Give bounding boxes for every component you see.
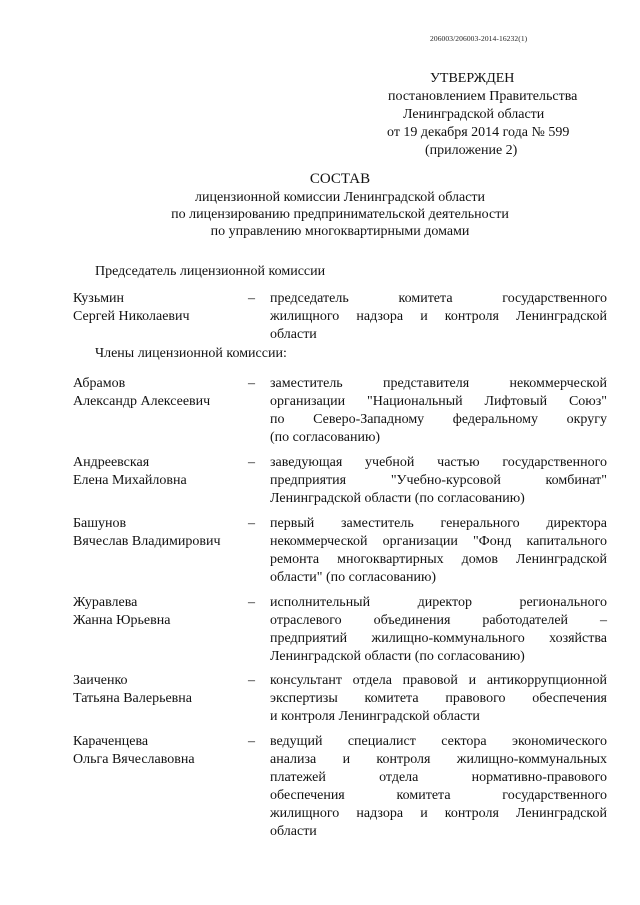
member-given-names: Сергей Николаевич <box>73 309 190 324</box>
description-line: и контроля Ленинградской области <box>270 709 480 724</box>
member-description <box>270 290 607 344</box>
description-line: по Северо-Западному федеральному округу <box>270 412 607 427</box>
description-line: области <box>270 327 317 342</box>
member-name <box>73 454 248 490</box>
description-line: (по согласованию) <box>270 430 381 445</box>
description-line: ремонта многоквартирных домов Ленинградской <box>270 552 607 567</box>
member-surname: Абрамов <box>73 376 126 391</box>
member-description <box>270 454 607 508</box>
approval-title: УТВЕРЖДЕН <box>430 71 515 86</box>
description-line: исполнительный директор регионального <box>270 595 607 610</box>
member-given-names: Татьяна Валерьевна <box>73 691 192 706</box>
description-line: Ленинградской области (по согласованию) <box>270 649 525 664</box>
description-line: области <box>270 824 317 839</box>
member-given-names: Александр Алексеевич <box>73 394 211 409</box>
member-description <box>270 375 607 447</box>
member-name <box>73 594 248 630</box>
member-description <box>270 672 607 726</box>
dash-separator: – <box>248 291 255 306</box>
description-line: анализа и контроля жилищно-коммунальных <box>270 752 607 767</box>
member-given-names: Вячеслав Владимирович <box>73 534 221 549</box>
document-heading <box>70 171 610 240</box>
description-line: обеспечения комитета государственного <box>270 788 607 803</box>
member-name <box>73 672 248 708</box>
heading-main: СОСТАВ <box>309 171 371 187</box>
description-line: организации "Национальный Лифтовый Союз" <box>270 394 607 409</box>
dash-separator: – <box>248 455 255 470</box>
member-description <box>270 733 607 841</box>
description-line: председатель комитета государственного <box>270 291 607 306</box>
member-name <box>73 290 248 326</box>
description-line: Ленинградской области (по согласованию) <box>270 491 525 506</box>
dash-separator: – <box>248 376 255 391</box>
member-name <box>73 733 248 769</box>
dash-separator: – <box>248 673 255 688</box>
approval-line-1: постановлением Правительства <box>388 89 578 104</box>
member-surname: Журавлева <box>73 595 138 610</box>
description-line: заместитель представителя некоммерческой <box>270 376 607 391</box>
approval-line-4: (приложение 2) <box>425 143 518 158</box>
member-description <box>270 515 607 587</box>
description-line: предприятия "Учебно-курсовой комбинат" <box>270 473 607 488</box>
description-line: платежей отдела нормативно-правового <box>270 770 607 785</box>
member-surname: Заиченко <box>73 673 128 688</box>
approval-line-3: от 19 декабря 2014 года № 599 <box>387 125 570 140</box>
description-line: области" (по согласованию) <box>270 570 437 585</box>
description-line: отраслевого объединения работодателей – <box>270 613 607 628</box>
description-line: ведущий специалист сектора экономического <box>270 734 607 749</box>
member-surname: Андреевская <box>73 455 150 470</box>
member-description <box>270 594 607 666</box>
member-surname: Караченцева <box>73 734 149 749</box>
approval-block <box>385 70 615 160</box>
heading-line-2: по лицензированию предпринимательской деятельности <box>171 207 509 222</box>
description-line: некоммерческой организации "Фонд капитального <box>270 534 607 549</box>
heading-line-1: лицензионной комиссии Ленинградской области <box>194 190 486 205</box>
member-surname: Башунов <box>73 516 127 531</box>
description-line: консультант отдела правовой и антикоррупционной <box>270 673 607 688</box>
heading-line-3: по управлению многоквартирными домами <box>210 224 470 239</box>
description-line: предприятий жилищно-коммунального хозяйства <box>270 631 607 646</box>
document-id: 206003/206003-2014-16232(1) <box>430 34 528 43</box>
approval-line-2: Ленинградской области <box>403 107 545 122</box>
member-name <box>73 515 248 551</box>
member-name <box>73 375 248 411</box>
member-given-names: Жанна Юрьевна <box>73 613 171 628</box>
members-section-title: Члены лицензионной комиссии: <box>95 346 287 361</box>
description-line: жилищного надзора и контроля Ленинградской <box>270 806 607 821</box>
member-surname: Кузьмин <box>73 291 125 306</box>
description-line: экспертизы комитета правового обеспечения <box>270 691 607 706</box>
dash-separator: – <box>248 516 255 531</box>
description-line: жилищного надзора и контроля Ленинградской <box>270 309 607 324</box>
member-given-names: Ольга Вячеславовна <box>73 752 195 767</box>
dash-separator: – <box>248 734 255 749</box>
dash-separator: – <box>248 595 255 610</box>
chair-section-title: Председатель лицензионной комиссии <box>95 264 326 279</box>
description-line: заведующая учебной частью государственного <box>270 455 607 470</box>
description-line: первый заместитель генерального директора <box>270 516 607 531</box>
member-given-names: Елена Михайловна <box>73 473 187 488</box>
